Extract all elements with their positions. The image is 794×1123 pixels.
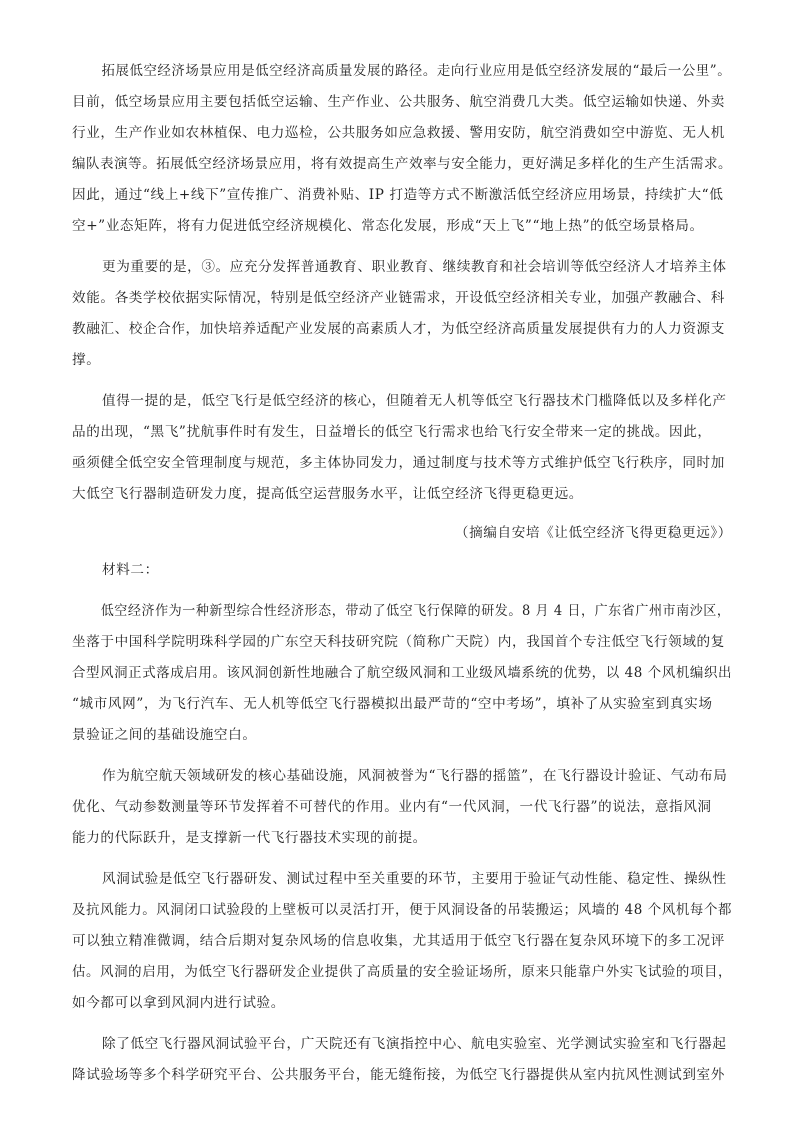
- text-line: 合型风洞正式落成启用。该风洞创新性地融合了航空级风洞和工业级风墙系统的优势，以 48 个风机编织出: [72, 665, 733, 681]
- text-line: 估。风洞的启用，为低空飞行器研发企业提供了高质量的安全验证场所，原来只能靠户外实飞试验的项目，: [72, 964, 733, 980]
- paragraph-scenario-application: [72, 56, 732, 242]
- text-line: 编队表演等。拓展低空经济场景应用，将有效提高生产效率与安全能力，更好满足多样化的生产生活需求。: [72, 156, 733, 172]
- text-line: 值得一提的是，低空飞行是低空经济的核心，但随着无人机等低空飞行器技术门槛降低以及多样化产: [102, 393, 727, 409]
- paragraph-research-platforms: [72, 1029, 732, 1091]
- text-line: 作为航空航天领域研发的核心基础设施，风洞被誉为“飞行器的摇篮”，在飞行器设计验证、气动布局: [102, 768, 728, 784]
- text-line: 亟须健全低空安全管理制度与规范，多主体协同发力，通过制度与技术等方式维护低空飞行秩序，同时加: [72, 455, 725, 471]
- text-line: 拓展低空经济场景应用是低空经济高质量发展的路径。走向行业应用是低空经济发展的“最后一公里”。: [101, 63, 732, 79]
- paragraph-wind-tunnel-role: [72, 761, 732, 854]
- material-two-heading: 材料二：: [102, 562, 159, 578]
- source-citation: （摘编自安培《让低空经济飞得更稳更远》）: [454, 525, 732, 541]
- text-line: 风洞试验是低空飞行器研发、测试过程中至关重要的环节，主要用于验证气动性能、稳定性、操纵性: [102, 871, 727, 887]
- text-line: 大低空飞行器制造研发力度，提高低空运营服务水平，让低空经济飞得更稳更远。: [72, 486, 583, 502]
- text-line: 坐落于中国科学院明珠科学园的广东空天科技研究院（简称广天院）内，我国首个专注低空飞行领域的复: [72, 634, 725, 650]
- text-line: 目前，低空场景应用主要包括低空运输、生产作业、公共服务、航空消费几大类。低空运输如快递、外卖: [72, 94, 725, 110]
- text-line: 效能。各类学校依据实际情况，特别是低空经济产业链需求，开设低空经济相关专业，加强产教融合、科: [72, 290, 725, 306]
- text-line: 降试验场等多个科学研究平台、公共服务平台，能无缝衔接，为低空飞行器提供从室内抗风性测试到室外: [72, 1067, 725, 1083]
- document-page: [72, 56, 732, 1101]
- text-line: 更为重要的是，③。应充分发挥普通教育、职业教育、继续教育和社会培训等低空经济人才培养主体: [102, 259, 727, 275]
- text-line: 空+”业态矩阵，将有力促进低空经济规模化、常态化发展，形成“天上飞”“地上热”的低空场景格局。: [72, 218, 704, 234]
- text-line: 行业，生产作业如农林植保、电力巡检，公共服务如应急救援、警用安防，航空消费如空中游览、无人机: [72, 125, 725, 141]
- text-line: 能力的代际跃升，是支撑新一代飞行器技术实现的前提。: [72, 830, 427, 846]
- text-line: 如今都可以拿到风洞内进行试验。: [72, 995, 285, 1011]
- text-line: “城市风网”，为飞行汽车、无人机等低空飞行器模拟出最严苛的“空中考场”，填补了从实验室到真实场: [72, 696, 713, 712]
- text-line: 及抗风能力。风洞闭口试验段的上壁板可以灵活打开，便于风洞设备的吊装搬运；风墙的 48 个风机每个都: [72, 902, 733, 918]
- paragraph-flight-safety: [72, 386, 732, 510]
- text-line: 除了低空飞行器风洞试验平台，广天院还有飞演指控中心、航电实验室、光学测试实验室和飞行器起: [102, 1036, 727, 1052]
- paragraph-wind-tunnel-launch: [72, 596, 732, 751]
- text-line: 因此，通过“线上+线下”宣传推广、消费补贴、IP 打造等方式不断激活低空经济应用场景，持续扩大“低: [72, 187, 724, 203]
- text-line: 低空经济作为一种新型综合性经济形态，带动了低空飞行保障的研发。8 月 4 日，广东省广州市南沙区，: [100, 603, 731, 619]
- text-line: 撑。: [72, 352, 101, 368]
- text-line: 可以独立精准微调，结合后期对复杂风场的信息收集，尤其适用于低空飞行器在复杂风环境下的多工况评: [72, 933, 725, 949]
- text-line: 教融汇、校企合作，加快培养适配产业发展的高素质人才，为低空经济高质量发展提供有力的人力资源支: [72, 321, 725, 337]
- text-line: 优化、气动参数测量等环节发挥着不可替代的作用。业内有“一代风洞，一代飞行器”的说法，意指风洞: [72, 799, 712, 815]
- text-line: 景验证之间的基础设施空白。: [72, 727, 257, 743]
- text-line: 品的出现，“黑飞”扰航事件时有发生，日益增长的低空飞行需求也给飞行安全带来一定的挑战。因此，: [72, 424, 712, 440]
- paragraph-talent-cultivation: [72, 252, 732, 376]
- paragraph-wind-tunnel-testing: [72, 864, 732, 1019]
